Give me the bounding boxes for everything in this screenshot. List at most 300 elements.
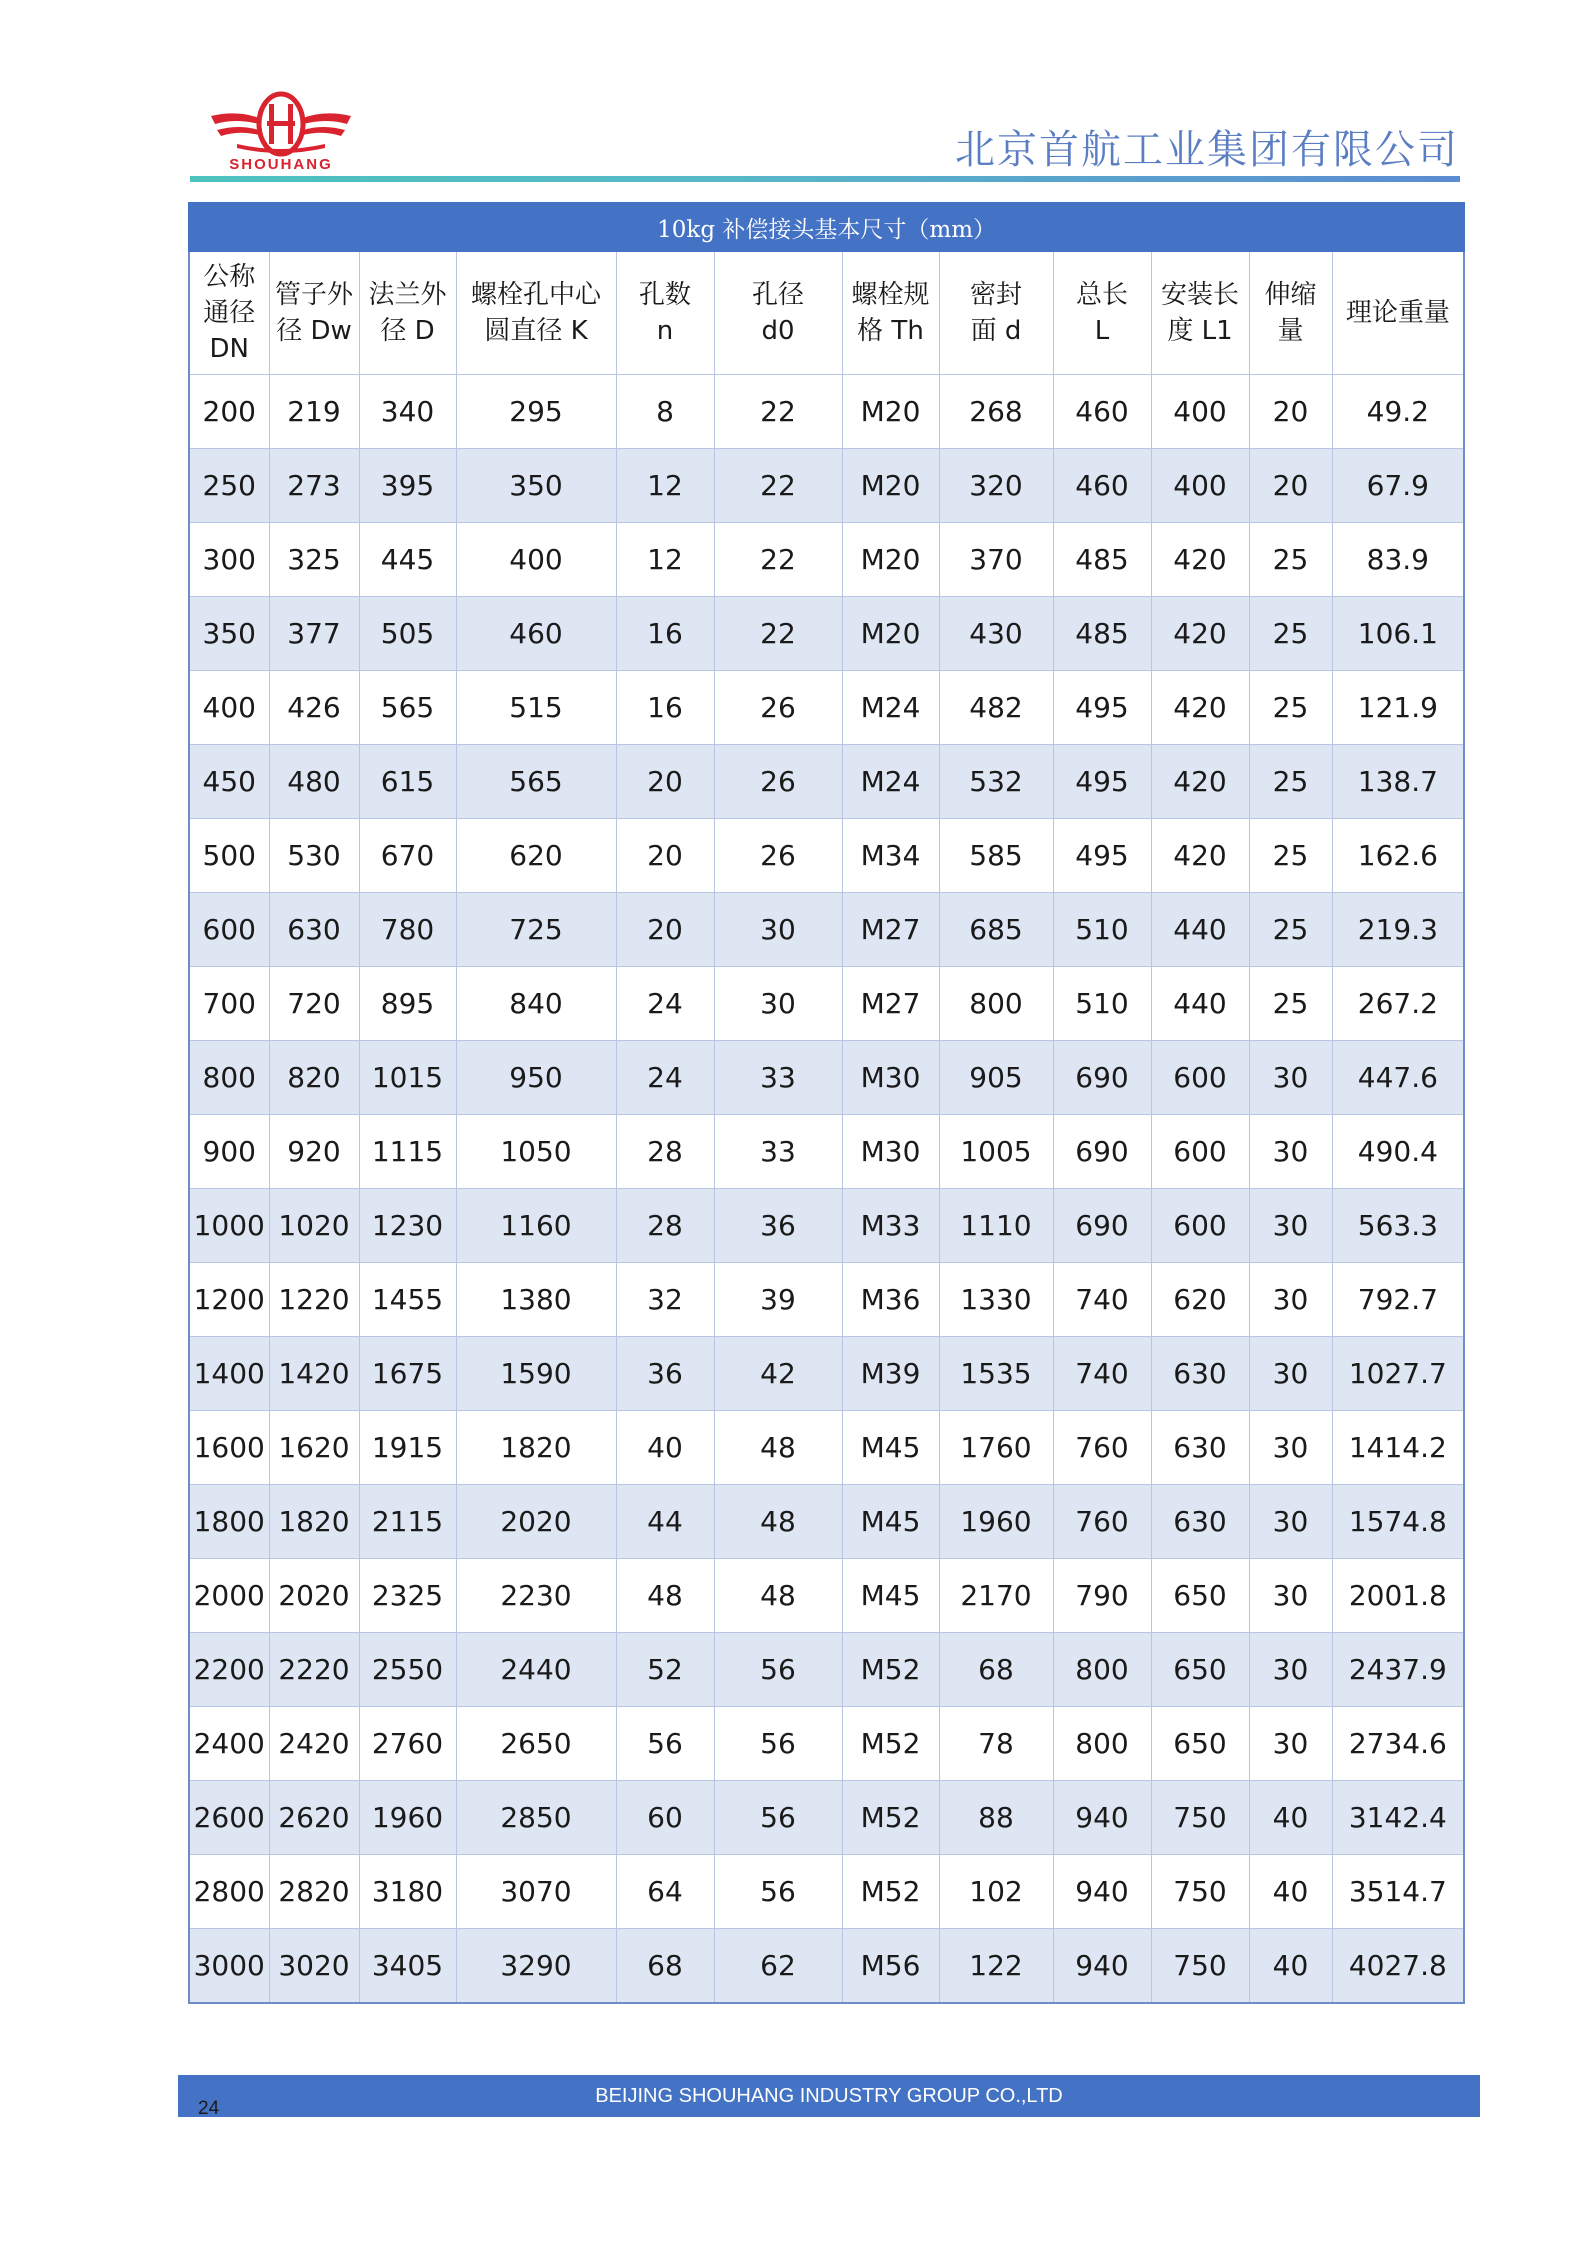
table-cell: M20 — [842, 523, 939, 597]
table-cell: 2620 — [269, 1781, 359, 1855]
table-cell: 740 — [1053, 1263, 1151, 1337]
column-header — [616, 251, 714, 375]
column-header-line: 通径 — [203, 298, 256, 328]
table-cell: 565 — [456, 745, 616, 819]
table-cell: 750 — [1151, 1855, 1249, 1929]
table-cell: 395 — [359, 449, 456, 523]
column-header — [359, 251, 456, 375]
table-cell: 325 — [269, 523, 359, 597]
table-cell: 25 — [1249, 745, 1332, 819]
table-cell: 740 — [1053, 1337, 1151, 1411]
table-row — [189, 1411, 1464, 1485]
table-cell: 1330 — [939, 1263, 1053, 1337]
table-cell: 800 — [1053, 1633, 1151, 1707]
table-cell: 24 — [616, 967, 714, 1041]
column-header-line: 螺栓孔中心 — [470, 280, 601, 310]
table-cell: 26 — [714, 819, 842, 893]
table-cell: 650 — [1151, 1633, 1249, 1707]
table-cell: 48 — [714, 1485, 842, 1559]
table-cell: 78 — [939, 1707, 1053, 1781]
table-cell: 1620 — [269, 1411, 359, 1485]
table-cell: 30 — [1249, 1707, 1332, 1781]
table-cell: 377 — [269, 597, 359, 671]
table-cell: 650 — [1151, 1559, 1249, 1633]
table-cell: 1420 — [269, 1337, 359, 1411]
table-cell: 460 — [456, 597, 616, 671]
table-cell: 440 — [1151, 967, 1249, 1041]
table-cell: 36 — [714, 1189, 842, 1263]
table-cell: 1535 — [939, 1337, 1053, 1411]
table-cell: 1760 — [939, 1411, 1053, 1485]
column-header-line: DN — [209, 334, 249, 364]
dimension-table — [188, 202, 1465, 2004]
table-cell: 400 — [189, 671, 269, 745]
table-cell: 4027.8 — [1332, 1929, 1464, 2004]
table-cell: 56 — [714, 1707, 842, 1781]
table-cell: 920 — [269, 1115, 359, 1189]
table-cell: 800 — [939, 967, 1053, 1041]
table-cell: 1574.8 — [1332, 1485, 1464, 1559]
column-header-line: 孔径 — [751, 280, 804, 310]
table-cell: 20 — [1249, 449, 1332, 523]
table-cell: 690 — [1053, 1041, 1151, 1115]
table-cell: 600 — [189, 893, 269, 967]
table-cell: 447.6 — [1332, 1041, 1464, 1115]
table-cell: 350 — [189, 597, 269, 671]
shouhang-logo-icon — [207, 88, 355, 158]
table-cell: 64 — [616, 1855, 714, 1929]
table-body — [189, 375, 1464, 2004]
table-cell: 22 — [714, 449, 842, 523]
table-cell: 2550 — [359, 1633, 456, 1707]
column-header-line: 法兰外 — [368, 280, 447, 310]
table-row — [189, 1115, 1464, 1189]
company-name: 北京首航工业集团有限公司 — [955, 127, 1459, 173]
column-header-line: L — [1094, 316, 1110, 346]
table-cell: 430 — [939, 597, 1053, 671]
column-header-line: 螺栓规 — [851, 280, 930, 310]
table-cell: 88 — [939, 1781, 1053, 1855]
table-cell: 44 — [616, 1485, 714, 1559]
table-cell: 485 — [1053, 597, 1151, 671]
table-cell: 940 — [1053, 1855, 1151, 1929]
table-cell: 22 — [714, 375, 842, 449]
table-row — [189, 1189, 1464, 1263]
table-cell: 28 — [616, 1115, 714, 1189]
table-cell: 49.2 — [1332, 375, 1464, 449]
table-row — [189, 671, 1464, 745]
table-row — [189, 1929, 1464, 2004]
table-cell: 905 — [939, 1041, 1053, 1115]
table-cell: 780 — [359, 893, 456, 967]
table-cell: 3514.7 — [1332, 1855, 1464, 1929]
table-row — [189, 597, 1464, 671]
table-cell: M27 — [842, 893, 939, 967]
table-cell: 2820 — [269, 1855, 359, 1929]
table-cell: 760 — [1053, 1485, 1151, 1559]
table-cell: 300 — [189, 523, 269, 597]
table-cell: M33 — [842, 1189, 939, 1263]
table-cell: M30 — [842, 1041, 939, 1115]
table-cell: 33 — [714, 1041, 842, 1115]
table-cell: 52 — [616, 1633, 714, 1707]
table-cell: 1400 — [189, 1337, 269, 1411]
table-cell: 1820 — [456, 1411, 616, 1485]
table-cell: 30 — [1249, 1115, 1332, 1189]
table-cell: 12 — [616, 449, 714, 523]
table-cell: 1414.2 — [1332, 1411, 1464, 1485]
table-cell: 16 — [616, 671, 714, 745]
table-cell: 16 — [616, 597, 714, 671]
table-cell: 60 — [616, 1781, 714, 1855]
table-cell: M52 — [842, 1781, 939, 1855]
table-cell: 33 — [714, 1115, 842, 1189]
table-cell: 510 — [1053, 893, 1151, 967]
table-cell: 48 — [714, 1411, 842, 1485]
table-cell: 600 — [1151, 1189, 1249, 1263]
table-row — [189, 893, 1464, 967]
table-cell: 20 — [1249, 375, 1332, 449]
table-cell: 720 — [269, 967, 359, 1041]
table-row — [189, 1337, 1464, 1411]
table-cell: M27 — [842, 967, 939, 1041]
column-header-line: n — [656, 316, 674, 346]
table-cell: 48 — [714, 1559, 842, 1633]
column-header-line: 管子外 — [274, 280, 353, 310]
table-cell: 420 — [1151, 819, 1249, 893]
table-cell: 750 — [1151, 1929, 1249, 2004]
column-header-line: d0 — [761, 316, 795, 346]
table-cell: 950 — [456, 1041, 616, 1115]
column-header — [842, 251, 939, 375]
table-cell: 515 — [456, 671, 616, 745]
table-cell: M39 — [842, 1337, 939, 1411]
table-cell: 56 — [714, 1781, 842, 1855]
table-cell: 3405 — [359, 1929, 456, 2004]
table-cell: 400 — [456, 523, 616, 597]
table-cell: 56 — [714, 1633, 842, 1707]
table-cell: 690 — [1053, 1189, 1151, 1263]
table-cell: 940 — [1053, 1781, 1151, 1855]
table-row — [189, 1707, 1464, 1781]
table-cell: 1050 — [456, 1115, 616, 1189]
table-header-row — [189, 251, 1464, 375]
table-cell: 25 — [1249, 967, 1332, 1041]
table-cell: 1005 — [939, 1115, 1053, 1189]
table-cell: M34 — [842, 819, 939, 893]
table-cell: 490.4 — [1332, 1115, 1464, 1189]
table-cell: 630 — [1151, 1485, 1249, 1559]
table-cell: M52 — [842, 1855, 939, 1929]
table-cell: 106.1 — [1332, 597, 1464, 671]
table-row — [189, 1263, 1464, 1337]
table-cell: 40 — [1249, 1855, 1332, 1929]
table-cell: 400 — [1151, 449, 1249, 523]
table-cell: 1590 — [456, 1337, 616, 1411]
table-cell: 30 — [714, 967, 842, 1041]
column-header — [1053, 251, 1151, 375]
table-cell: 295 — [456, 375, 616, 449]
table-cell: 400 — [1151, 375, 1249, 449]
table-cell: 30 — [714, 893, 842, 967]
table-cell: 1020 — [269, 1189, 359, 1263]
table-cell: 420 — [1151, 671, 1249, 745]
table-cell: 121.9 — [1332, 671, 1464, 745]
table-cell: 1027.7 — [1332, 1337, 1464, 1411]
table-cell: 138.7 — [1332, 745, 1464, 819]
table-cell: 630 — [1151, 1411, 1249, 1485]
table-cell: 495 — [1053, 745, 1151, 819]
table-cell: 250 — [189, 449, 269, 523]
column-header-line: 面 d — [970, 316, 1022, 346]
table-cell: 162.6 — [1332, 819, 1464, 893]
table-cell: 895 — [359, 967, 456, 1041]
table-cell: 650 — [1151, 1707, 1249, 1781]
table-row — [189, 523, 1464, 597]
table-row — [189, 745, 1464, 819]
table-cell: 565 — [359, 671, 456, 745]
table-cell: 320 — [939, 449, 1053, 523]
table-cell: 26 — [714, 745, 842, 819]
table-cell: 40 — [1249, 1929, 1332, 2004]
table-row — [189, 375, 1464, 449]
table-cell: 370 — [939, 523, 1053, 597]
table-cell: 800 — [1053, 1707, 1151, 1781]
table-cell: 840 — [456, 967, 616, 1041]
table-cell: 2600 — [189, 1781, 269, 1855]
table-cell: M20 — [842, 375, 939, 449]
table-cell: 630 — [269, 893, 359, 967]
table-cell: 600 — [1151, 1115, 1249, 1189]
table-cell: 485 — [1053, 523, 1151, 597]
table-cell: 420 — [1151, 745, 1249, 819]
table-cell: 200 — [189, 375, 269, 449]
table-cell: 2001.8 — [1332, 1559, 1464, 1633]
table-cell: 56 — [714, 1855, 842, 1929]
column-header — [456, 251, 616, 375]
table-cell: 585 — [939, 819, 1053, 893]
table-cell: 2000 — [189, 1559, 269, 1633]
table-cell: 1230 — [359, 1189, 456, 1263]
table-cell: M24 — [842, 745, 939, 819]
table-cell: 495 — [1053, 819, 1151, 893]
table-cell: 12 — [616, 523, 714, 597]
table-cell: 1675 — [359, 1337, 456, 1411]
table-cell: 530 — [269, 819, 359, 893]
table-cell: 32 — [616, 1263, 714, 1337]
table-cell: 2325 — [359, 1559, 456, 1633]
table-cell: 83.9 — [1332, 523, 1464, 597]
table-cell: 267.2 — [1332, 967, 1464, 1041]
table-cell: 760 — [1053, 1411, 1151, 1485]
table-cell: 3290 — [456, 1929, 616, 2004]
table-cell: 495 — [1053, 671, 1151, 745]
table-cell: 725 — [456, 893, 616, 967]
table-cell: 1915 — [359, 1411, 456, 1485]
table-cell: 3020 — [269, 1929, 359, 2004]
header-divider — [190, 176, 1460, 182]
column-header — [269, 251, 359, 375]
table-cell: 615 — [359, 745, 456, 819]
table-cell: 30 — [1249, 1485, 1332, 1559]
table-cell: 3000 — [189, 1929, 269, 2004]
table-row — [189, 449, 1464, 523]
column-header-line: 孔数 — [638, 280, 691, 310]
table-cell: 22 — [714, 523, 842, 597]
table-cell: 2760 — [359, 1707, 456, 1781]
column-header-line: 径 Dw — [276, 316, 352, 346]
column-header-line: 量 — [1277, 316, 1304, 346]
table-cell: M52 — [842, 1707, 939, 1781]
table-cell: 445 — [359, 523, 456, 597]
table-cell: 800 — [189, 1041, 269, 1115]
column-header-line: 总长 — [1075, 280, 1128, 310]
table-cell: 2020 — [269, 1559, 359, 1633]
table-cell: 219.3 — [1332, 893, 1464, 967]
table-cell: 2650 — [456, 1707, 616, 1781]
table-row — [189, 1781, 1464, 1855]
table-cell: 2200 — [189, 1633, 269, 1707]
table-cell: 30 — [1249, 1337, 1332, 1411]
column-header-line: 圆直径 K — [484, 316, 588, 346]
column-header — [939, 251, 1053, 375]
table-cell: 460 — [1053, 449, 1151, 523]
table-cell: M30 — [842, 1115, 939, 1189]
column-header-line: 径 D — [380, 316, 435, 346]
table-cell: 426 — [269, 671, 359, 745]
table-cell: 2170 — [939, 1559, 1053, 1633]
table-cell: 2115 — [359, 1485, 456, 1559]
table-cell: 25 — [1249, 893, 1332, 967]
table-cell: 30 — [1249, 1189, 1332, 1263]
column-header — [1151, 251, 1249, 375]
table-cell: M36 — [842, 1263, 939, 1337]
table-cell: 685 — [939, 893, 1053, 967]
column-header-line: 安装长 — [1160, 280, 1239, 310]
table-cell: 2420 — [269, 1707, 359, 1781]
table-cell: 563.3 — [1332, 1189, 1464, 1263]
table-cell: 1380 — [456, 1263, 616, 1337]
table-cell: 102 — [939, 1855, 1053, 1929]
table-cell: 3180 — [359, 1855, 456, 1929]
table-cell: 1960 — [939, 1485, 1053, 1559]
table-cell: 510 — [1053, 967, 1151, 1041]
table-cell: 505 — [359, 597, 456, 671]
table-cell: 68 — [616, 1929, 714, 2004]
table-cell: 20 — [616, 893, 714, 967]
table-cell: 1200 — [189, 1263, 269, 1337]
table-cell: 2020 — [456, 1485, 616, 1559]
column-header — [1249, 251, 1332, 375]
table-cell: M24 — [842, 671, 939, 745]
dimension-table-container — [188, 202, 1463, 2004]
table-cell: 26 — [714, 671, 842, 745]
table-cell: 750 — [1151, 1781, 1249, 1855]
table-cell: 940 — [1053, 1929, 1151, 2004]
table-cell: 3070 — [456, 1855, 616, 1929]
table-cell: M45 — [842, 1485, 939, 1559]
table-cell: 1800 — [189, 1485, 269, 1559]
table-cell: 480 — [269, 745, 359, 819]
table-cell: M20 — [842, 449, 939, 523]
table-cell: 2850 — [456, 1781, 616, 1855]
table-cell: 2734.6 — [1332, 1707, 1464, 1781]
table-cell: 440 — [1151, 893, 1249, 967]
table-cell: 40 — [1249, 1781, 1332, 1855]
column-header-line: 伸缩 — [1264, 280, 1317, 310]
table-row — [189, 1855, 1464, 1929]
table-cell: 62 — [714, 1929, 842, 2004]
table-row — [189, 1485, 1464, 1559]
table-cell: 3142.4 — [1332, 1781, 1464, 1855]
table-cell: 24 — [616, 1041, 714, 1115]
table-cell: 482 — [939, 671, 1053, 745]
table-cell: 1115 — [359, 1115, 456, 1189]
page-number: 24 — [198, 2098, 220, 2119]
column-header — [714, 251, 842, 375]
table-row — [189, 1633, 1464, 1707]
table-cell: 30 — [1249, 1041, 1332, 1115]
table-cell: 122 — [939, 1929, 1053, 2004]
table-row — [189, 819, 1464, 893]
table-cell: 30 — [1249, 1411, 1332, 1485]
table-title: 10kg 补偿接头基本尺寸（mm） — [189, 203, 1464, 251]
column-header-line: 密封 — [969, 280, 1022, 310]
table-cell: 48 — [616, 1559, 714, 1633]
table-cell: 1110 — [939, 1189, 1053, 1263]
table-cell: 28 — [616, 1189, 714, 1263]
table-cell: 1455 — [359, 1263, 456, 1337]
table-cell: 2800 — [189, 1855, 269, 1929]
table-cell: 1600 — [189, 1411, 269, 1485]
table-cell: 630 — [1151, 1337, 1249, 1411]
table-cell: 20 — [616, 745, 714, 819]
column-header — [1332, 251, 1464, 375]
company-logo — [207, 88, 355, 174]
table-cell: 268 — [939, 375, 1053, 449]
table-row — [189, 1559, 1464, 1633]
table-cell: 2230 — [456, 1559, 616, 1633]
table-cell: 700 — [189, 967, 269, 1041]
table-cell: 42 — [714, 1337, 842, 1411]
table-cell: 820 — [269, 1041, 359, 1115]
footer-bar — [178, 2075, 1480, 2117]
table-cell: 792.7 — [1332, 1263, 1464, 1337]
table-cell: 67.9 — [1332, 449, 1464, 523]
table-cell: 790 — [1053, 1559, 1151, 1633]
table-cell: 1820 — [269, 1485, 359, 1559]
table-cell: M52 — [842, 1633, 939, 1707]
table-cell: 273 — [269, 449, 359, 523]
table-cell: 25 — [1249, 819, 1332, 893]
table-cell: 420 — [1151, 523, 1249, 597]
table-cell: M56 — [842, 1929, 939, 2004]
table-cell: 670 — [359, 819, 456, 893]
footer-company: BEIJING SHOUHANG INDUSTRY GROUP CO.,LTD — [595, 2085, 1063, 2107]
table-cell: 40 — [616, 1411, 714, 1485]
column-header-line: 理论重量 — [1345, 298, 1450, 328]
table-cell: 2220 — [269, 1633, 359, 1707]
table-cell: 1220 — [269, 1263, 359, 1337]
table-cell: 460 — [1053, 375, 1151, 449]
column-header-line: 度 L1 — [1167, 316, 1233, 346]
table-cell: 68 — [939, 1633, 1053, 1707]
table-cell: M20 — [842, 597, 939, 671]
table-cell: 30 — [1249, 1633, 1332, 1707]
table-cell: 900 — [189, 1115, 269, 1189]
table-row — [189, 1041, 1464, 1115]
table-cell: 2437.9 — [1332, 1633, 1464, 1707]
